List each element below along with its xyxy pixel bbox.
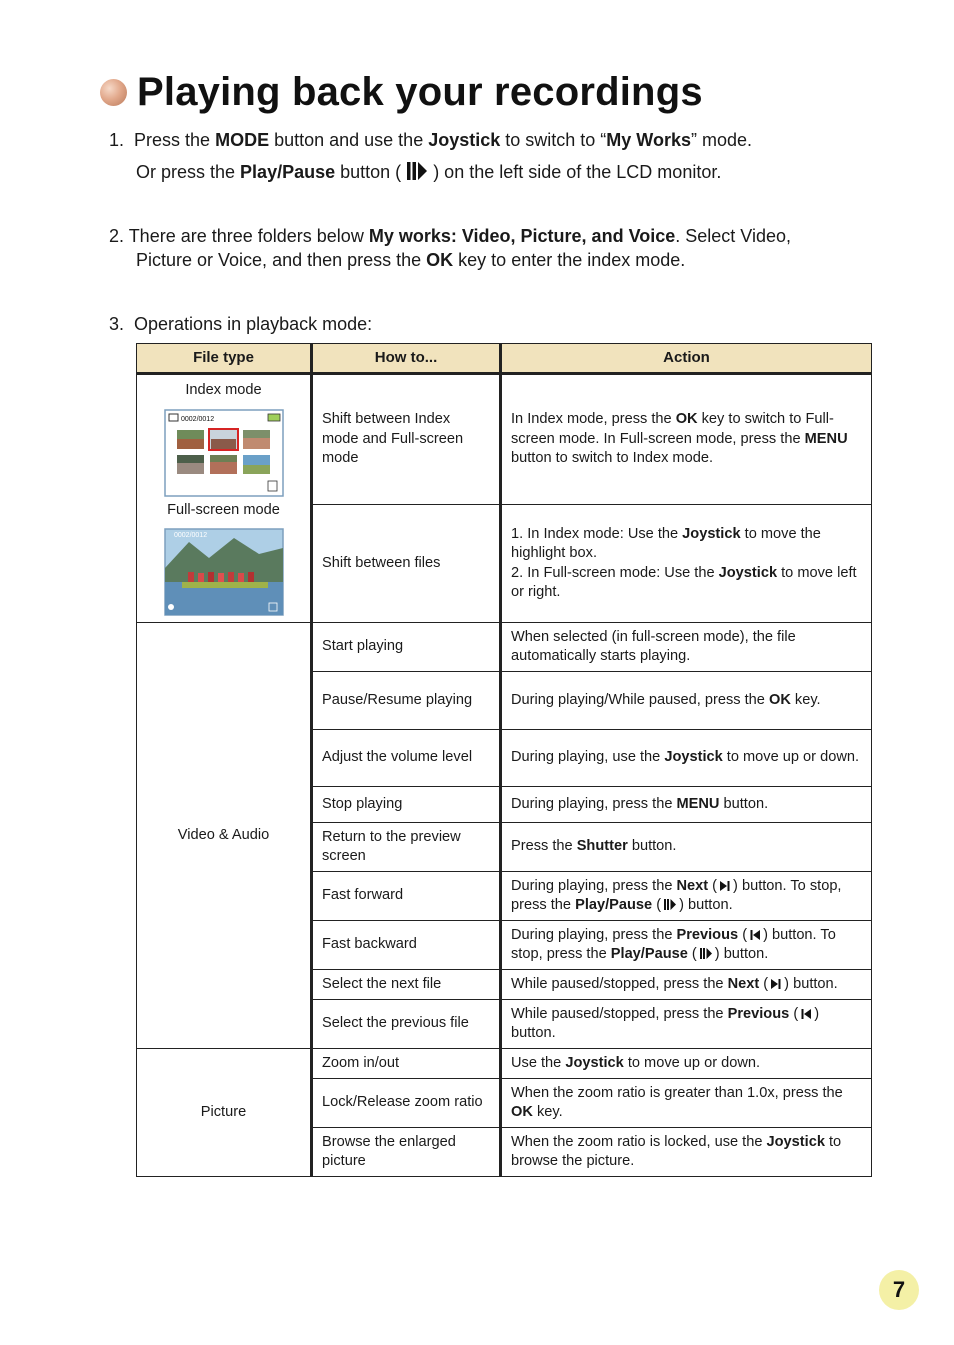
file-type-picture: Picture	[137, 1049, 312, 1177]
step-2: 2. There are three folders below My works: Video, Picture, and Voice. Select Video,	[109, 226, 791, 246]
action-return-preview: Press the Shutter button.	[501, 823, 872, 872]
how-select-previous: Select the previous file	[312, 1000, 501, 1049]
action-zoom: Use the Joystick to move up or down.	[501, 1049, 872, 1079]
action-shift-files: 1. In Index mode: Use the Joystick to move the highlight box. 2. In Full-screen mode: Use the Joystick to move left or right.	[501, 505, 872, 623]
header-how-to: How to...	[312, 344, 501, 374]
round-bullet-icon	[100, 79, 127, 106]
action-adjust-volume: During playing, use the Joystick to move up or down.	[501, 730, 872, 787]
header-file-type: File type	[137, 344, 312, 374]
how-browse-picture: Browse the enlarged picture	[312, 1128, 501, 1177]
fullscreen-mode-thumbnail	[164, 528, 284, 616]
thumb-counter: 0002/0012	[180, 415, 214, 423]
thumb-counter-fullscreen: 0002/0012	[173, 532, 207, 539]
how-fast-forward: Fast forward	[312, 872, 501, 921]
index-mode-label: Index mode	[185, 382, 262, 398]
how-zoom: Zoom in/out	[312, 1049, 501, 1079]
action-select-next: While paused/stopped, press the Next ( ) button.	[501, 970, 872, 1000]
page-number: 7	[879, 1270, 919, 1310]
how-pause-resume: Pause/Resume playing	[312, 672, 501, 730]
page-title: Playing back your recordings	[137, 70, 703, 114]
how-shift-files: Shift between files	[312, 505, 501, 623]
play-pause-icon	[699, 947, 713, 960]
step-3: 3. Operations in playback mode:	[109, 314, 373, 334]
file-type-video-audio: Video & Audio	[137, 623, 312, 1049]
index-mode-thumbnail	[164, 409, 284, 497]
play-pause-icon	[406, 161, 428, 181]
action-start-playing: When selected (in full-screen mode), the file automatically starts playing.	[501, 623, 872, 672]
how-lock-zoom: Lock/Release zoom ratio	[312, 1079, 501, 1128]
action-shift-index-fullscreen: In Index mode, press the OK key to switch to Full-screen mode. In Full-screen mode, press the MENU button to switch to Index mode.	[501, 374, 872, 505]
action-fast-forward: During playing, press the Next ( ) button. To stop, press the Play/Pause ( ) button.	[501, 872, 872, 921]
how-stop-playing: Stop playing	[312, 787, 501, 823]
step-2-line-2: Picture or Voice, and then press the OK key to enter the index mode.	[136, 250, 686, 270]
how-select-next: Select the next file	[312, 970, 501, 1000]
action-select-previous: While paused/stopped, press the Previous ( ) button.	[501, 1000, 872, 1049]
action-fast-backward: During playing, press the Previous ( ) button. To stop, press the Play/Pause ( ) button.	[501, 921, 872, 970]
how-start-playing: Start playing	[312, 623, 501, 672]
play-pause-icon	[663, 898, 677, 911]
step-1-line-2: Or press the Play/Pause button ( ) on the left side of the LCD monitor.	[136, 162, 722, 182]
operations-table	[136, 343, 872, 1177]
file-type-index-fullscreen	[137, 374, 312, 623]
previous-track-icon	[749, 929, 761, 941]
action-browse-picture: When the zoom ratio is locked, use the Joystick to browse the picture.	[501, 1128, 872, 1177]
how-adjust-volume: Adjust the volume level	[312, 730, 501, 787]
how-shift-index-fullscreen: Shift between Index mode and Full-screen mode	[312, 374, 501, 505]
how-fast-backward: Fast backward	[312, 921, 501, 970]
previous-track-icon	[800, 1008, 812, 1020]
how-return-preview: Return to the preview screen	[312, 823, 501, 872]
table-row	[137, 623, 872, 672]
step-1: 1. Press the MODE button and use the Joystick to switch to “My Works” mode.	[109, 130, 753, 150]
table-row	[137, 1049, 872, 1079]
fullscreen-mode-label: Full-screen mode	[167, 501, 280, 518]
action-lock-zoom: When the zoom ratio is greater than 1.0x, press the OK key.	[501, 1079, 872, 1128]
table-row	[137, 374, 872, 505]
action-stop-playing: During playing, press the MENU button.	[501, 787, 872, 823]
table-header-row	[137, 344, 872, 374]
page-title-row	[100, 70, 703, 115]
next-track-icon	[719, 880, 731, 892]
next-track-icon	[770, 978, 782, 990]
action-pause-resume: During playing/While paused, press the OK key.	[501, 672, 872, 730]
header-action: Action	[501, 344, 872, 374]
